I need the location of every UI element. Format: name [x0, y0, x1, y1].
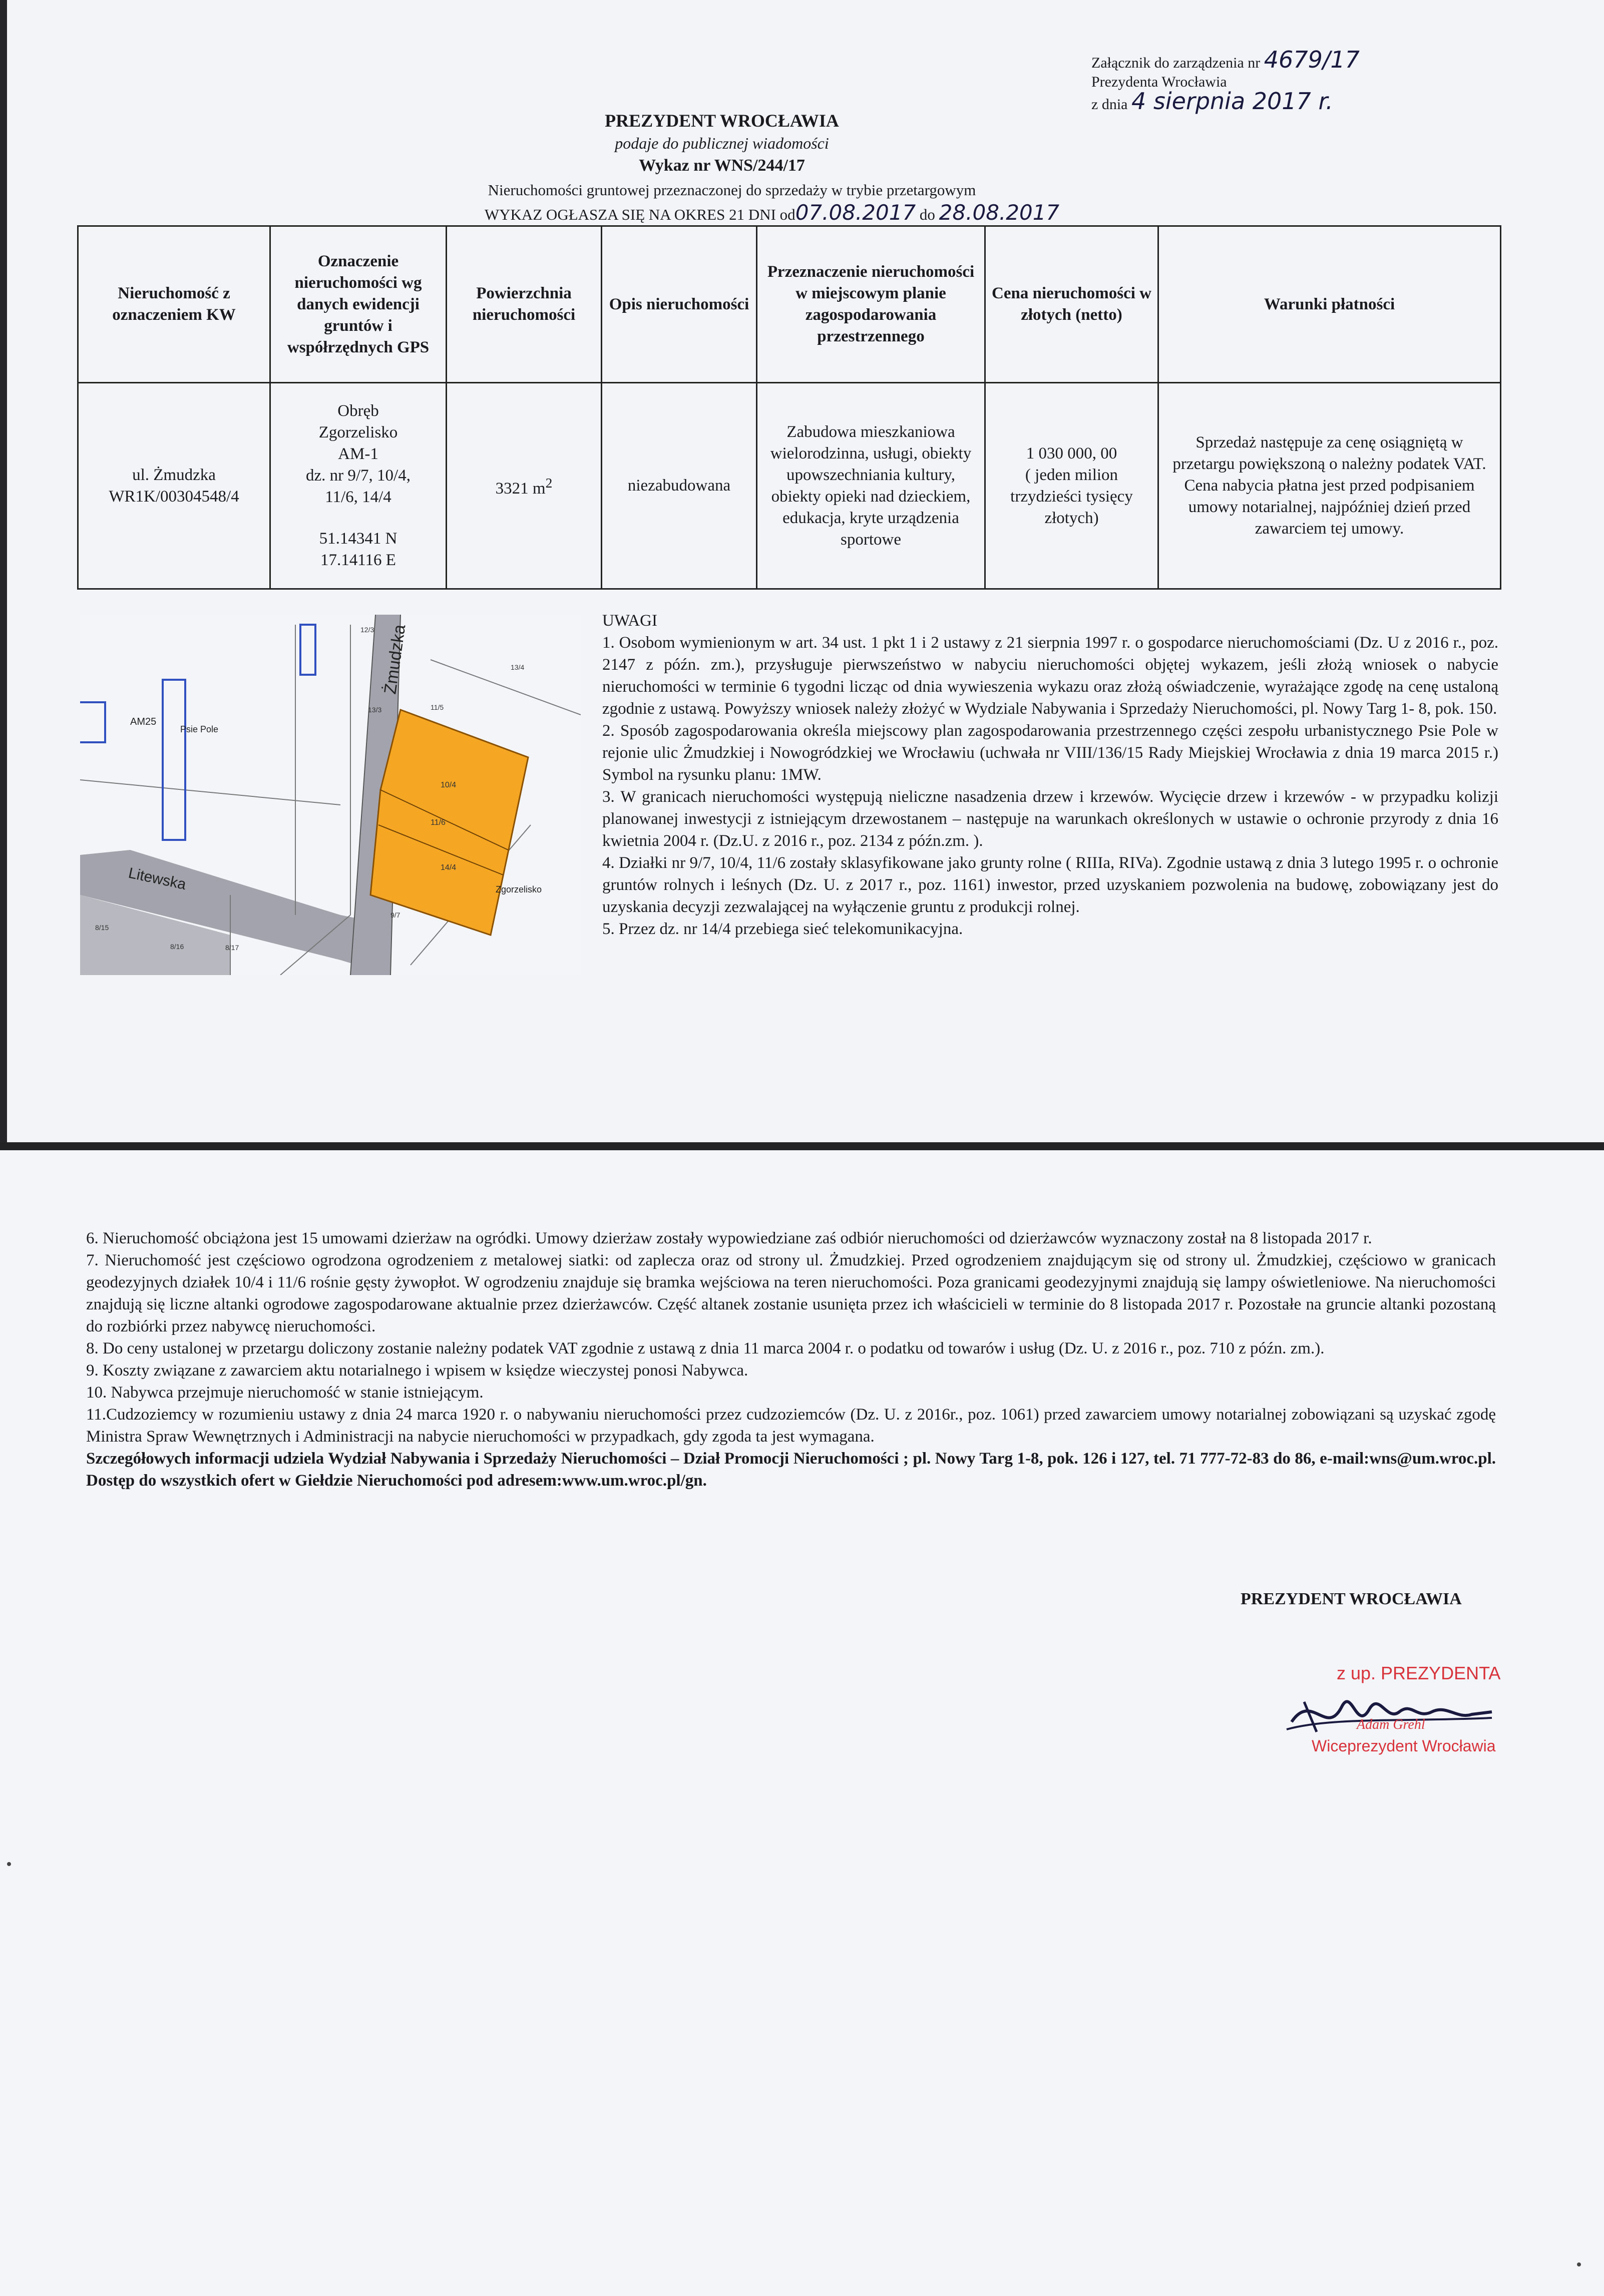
ewid-line: Obręb — [337, 402, 379, 420]
cell-price — [985, 383, 1158, 589]
period-to: 28.08.2017 — [939, 200, 1060, 225]
col-header: Cena nieruchomości w złotych (netto) — [985, 226, 1158, 383]
col-header: Przeznaczenie nieruchomości w miejscowym planie zagospodarowania przestrzennego — [757, 226, 985, 383]
annex-line2: Prezydenta Wrocławia — [1091, 74, 1227, 90]
area-value: 3321 m — [495, 480, 546, 498]
stamp-line2: Adam Grehl — [1357, 1717, 1425, 1732]
map-street-zmudzka: Żmudzka — [380, 623, 410, 696]
annex-note — [1091, 46, 1360, 115]
map-parcel-label: 14/4 — [441, 863, 457, 872]
remark-item: 6. Nieruchomość obciążona jest 15 umowami dzierżaw na ogródki. Umowy dzierżaw zostały wypowiedziane zaś odbiór nieruchomości od dzierżawców wyznaczony został na 8 listopada 2017 r. — [86, 1229, 1372, 1247]
period-from: 07.08.2017 — [795, 200, 916, 225]
scan-speck — [7, 1862, 11, 1866]
list-number: Wykaz nr WNS/244/17 — [639, 156, 805, 175]
scan-speck — [1577, 2262, 1581, 2266]
cell-description: niezabudowana — [602, 383, 757, 589]
period-text: WYKAZ OGŁASZA SIĘ NA OKRES 21 DNI od — [484, 206, 795, 223]
location-map — [80, 615, 581, 975]
period-mid: do — [919, 206, 935, 223]
annex-line1: Załącznik do zarządzenia nr — [1091, 55, 1261, 71]
map-parcel-label: 12/3 — [360, 626, 374, 634]
map-street-litewska: Litewska — [127, 864, 188, 893]
remark-item: 8. Do ceny ustalonej w przetargu doliczony zostanie należny podatek VAT zgodnie z ustawą z dnia 11 marca 2004 r. o podatku od towarów i usług (Dz. U. z 2016 r., poz. 710 z późn. zm.). — [86, 1339, 1325, 1357]
cell-area — [447, 383, 602, 589]
col-header: Opis nieruchomości — [602, 226, 757, 383]
area-unit-sup: 2 — [545, 475, 553, 491]
map-parcel-label: 13/3 — [368, 706, 382, 714]
kw-street: ul. Żmudzka — [132, 466, 216, 484]
signature-title: PREZYDENT WROCŁAWIA — [1241, 1590, 1462, 1608]
remark-item: 3. W granicach nieruchomości występują nieliczne nasadzenia drzew i krzewów. Wycięcie drzew i krzewów - w przypadku kolizji planowanej inwestycji z istniejącym drzewostanem – następuje na warunkach określonych w ustawie o ochronie przyrody z dnia 16 kwietnia 2004 r. (Dz.U. z 2016 r., poz. 2134 z późn.zm. ). — [602, 788, 1498, 850]
cell-payment: Sprzedaż następuje za cenę osiągniętą w przetargu powiększoną o należny podatek VAT. Cena nabycia płatna jest przed podpisaniem umowy notarialnej, najpóźniej dzień przed zawarciem tej umowy. — [1158, 383, 1501, 589]
col-header: Powierzchnia nieruchomości — [447, 226, 602, 383]
gps-lon: 17.14116 E — [320, 551, 396, 570]
remark-item: 10. Nabywca przejmuje nieruchomość w stanie istniejącym. — [86, 1384, 484, 1402]
map-parcel-label: 9/7 — [390, 911, 400, 919]
property-table — [77, 225, 1501, 590]
price-words: ( jeden milion trzydzieści tysięcy złotych) — [1010, 466, 1133, 527]
stamp-line3: Wiceprezydent Wrocławia — [1312, 1737, 1496, 1755]
annex-number-handwritten: 4679/17 — [1264, 46, 1360, 73]
map-parcel-label: 8/15 — [95, 924, 109, 932]
map-district: Psie Pole — [180, 724, 219, 734]
doc-subtitle: podaje do publicznej wiadomości — [615, 134, 829, 152]
gps-lat: 51.14341 N — [319, 530, 397, 548]
map-parcel-label: 11/5 — [431, 703, 444, 711]
list-period — [0, 200, 1574, 225]
ewid-line: dz. nr 9/7, 10/4, — [306, 467, 411, 485]
signature-stamp — [1282, 1662, 1562, 1762]
remark-item: 4. Działki nr 9/7, 10/4, 11/6 zostały sklasyfikowane jako grunty rolne ( RIIIa, RIVa). Zgodnie ustawą z dnia 3 lutego 1995 r. o ochronie gruntów rolnych i leśnych (Dz. U. z 2017 r., poz. 1161) inwestor, przed uzyskaniem pozwolenia na budowę, zobowiązany jest do uzyskania decyzji zezwalającej na wyłączenie gruntu z produkcji rolnej. — [602, 854, 1498, 916]
remark-item: 1. Osobom wymienionym w art. 34 ust. 1 pkt 1 i 2 ustawy z 21 sierpnia 1997 r. o gospodarce nieruchomościami (Dz. U z 2016 r., poz. 2147 z późn. zm.), przysługuje pierwszeństwo w nabyciu nieruchomości objętej wykazem, jeśli złożą wniosek o nabycie nieruchomości w terminie 6 tygodni licząc od dnia wywieszenia wykazu oraz złożą oświadczenie, wyrażające zgodę na cenę ustaloną zgodnie z ustawą. Powyższy wniosek należy złożyć w Wydziale Nabywania i Sprzedaży Nieruchomości, pl. Nowy Targ 1- 8, pok. 150. — [602, 634, 1498, 718]
remark-item: 5. Przez dz. nr 14/4 przebiega sieć telekomunikacyjna. — [602, 920, 963, 938]
map-parcel-label: 11/6 — [431, 818, 446, 827]
remark-item: 9. Koszty związane z zawarciem aktu notarialnego i wpisem w księdze wieczystej ponosi Nabywca. — [86, 1361, 748, 1380]
contact-info: Szczegółowych informacji udziela Wydział Nabywania i Sprzedaży Nieruchomości – Dział Promocji Nieruchomości ; pl. Nowy Targ 1-8, pok. 126 i 127, tel. 71 777-72-83 do 86, e-mail:wns@um.wroc.pl. Dostęp do wszystkich ofert w Giełdzie Nieruchomości pod adresem:www.um.wroc.pl/gn. — [86, 1450, 1496, 1490]
kw-number: WR1K/00304548/4 — [109, 487, 239, 506]
doc-title: PREZYDENT WROCŁAWIA — [605, 111, 839, 131]
col-header: Warunki płatności — [1158, 226, 1501, 383]
annex-date-handwritten: 4 sierpnia 2017 r. — [1131, 88, 1333, 115]
remarks-title: UWAGI — [602, 612, 657, 630]
remark-item: 7. Nieruchomość jest częściowo ogrodzona ogrodzeniem z metalowej siatki: od zaplecza oraz od strony ul. Żmudzkiej. Przed ogrodzeniem znajdującym się od strony ul. Żmudzkiej, częściowo w granicach geodezyjnych działek 10/4 i 11/6 rośnie gęsty żywopłot. W ogrodzeniu znajduje się bramka wejściowa na teren nieruchomości. Poza granicami geodezyjnymi znajdują się lampy oświetleniowe. Na nieruchomości znajdują się liczne altanki ogrodowe zagospodarowane aktualnie przez dzierżawców. Część altanek zostanie usunięta przez ich właścicieli w terminie do 8 listopada 2017 r. Pozostałe na gruncie altanki pozostaną do rozbiórki przez nabywcę nieruchomości. — [86, 1251, 1496, 1335]
map-parcel-label: 10/4 — [441, 781, 457, 789]
map-obreb: Zgorzelisko — [496, 884, 542, 894]
col-header: Oznaczenie nieruchomości wg danych ewidencji gruntów i współrzędnych GPS — [270, 226, 447, 383]
table-row — [78, 383, 1501, 589]
page-separator — [0, 1142, 1604, 1150]
ewid-line: 11/6, 14/4 — [325, 488, 391, 507]
cell-ewidencja — [270, 383, 447, 589]
table-header-row — [78, 226, 1501, 383]
annex-line3: z dnia — [1091, 96, 1128, 113]
remark-item: 2. Sposób zagospodarowania określa miejscowy plan zagospodarowania przestrzennego części zespołu urbanistycznego Psie Pole w rejonie ulic Żmudzkiej i Nowogródzkiej we Wrocławiu (uchwała nr VIII/136/15 Rady Miejskiej Wrocławia z dnia 19 marca 2015 r.) Symbol na rysunku planu: 1MW. — [602, 722, 1498, 784]
ewid-line: AM-1 — [338, 445, 378, 464]
col-header: Nieruchomość z oznaczeniem KW — [78, 226, 270, 383]
remarks-continued — [86, 1227, 1496, 1492]
map-zone: AM25 — [130, 716, 157, 727]
remarks — [602, 610, 1498, 940]
map-parcel-label: 8/16 — [170, 943, 184, 951]
cell-purpose: Zabudowa mieszkaniowa wielorodzinna, usługi, obiekty upowszechniania kultury, obiekty opieki nad dzieckiem, edukacja, kryte urządzenia sportowe — [757, 383, 985, 589]
ewid-line: Zgorzelisko — [318, 423, 398, 442]
list-purpose: Nieruchomości gruntowej przeznaczonej do sprzedaży w trybie przetargowym — [488, 181, 976, 199]
map-parcel-label: 8/17 — [225, 944, 239, 952]
price-value: 1 030 000, 00 — [1026, 444, 1117, 463]
map-parcel-label: 13/4 — [511, 663, 525, 671]
cell-kw — [78, 383, 270, 589]
stamp-line1: z up. PREZYDENTA — [1337, 1663, 1501, 1683]
remark-item: 11.Cudzoziemcy w rozumieniu ustawy z dnia 24 marca 1920 r. o nabywaniu nieruchomości przez cudzoziemców (Dz. U. z 2016r., poz. 1061) przed zawarciem umowy notarialnej zobowiązani są uzyskać zgodę Ministra Spraw Wewnętrznych i Administracji na nabycie nieruchomości w przypadkach, gdy zgoda ta jest wymagana. — [86, 1406, 1496, 1446]
